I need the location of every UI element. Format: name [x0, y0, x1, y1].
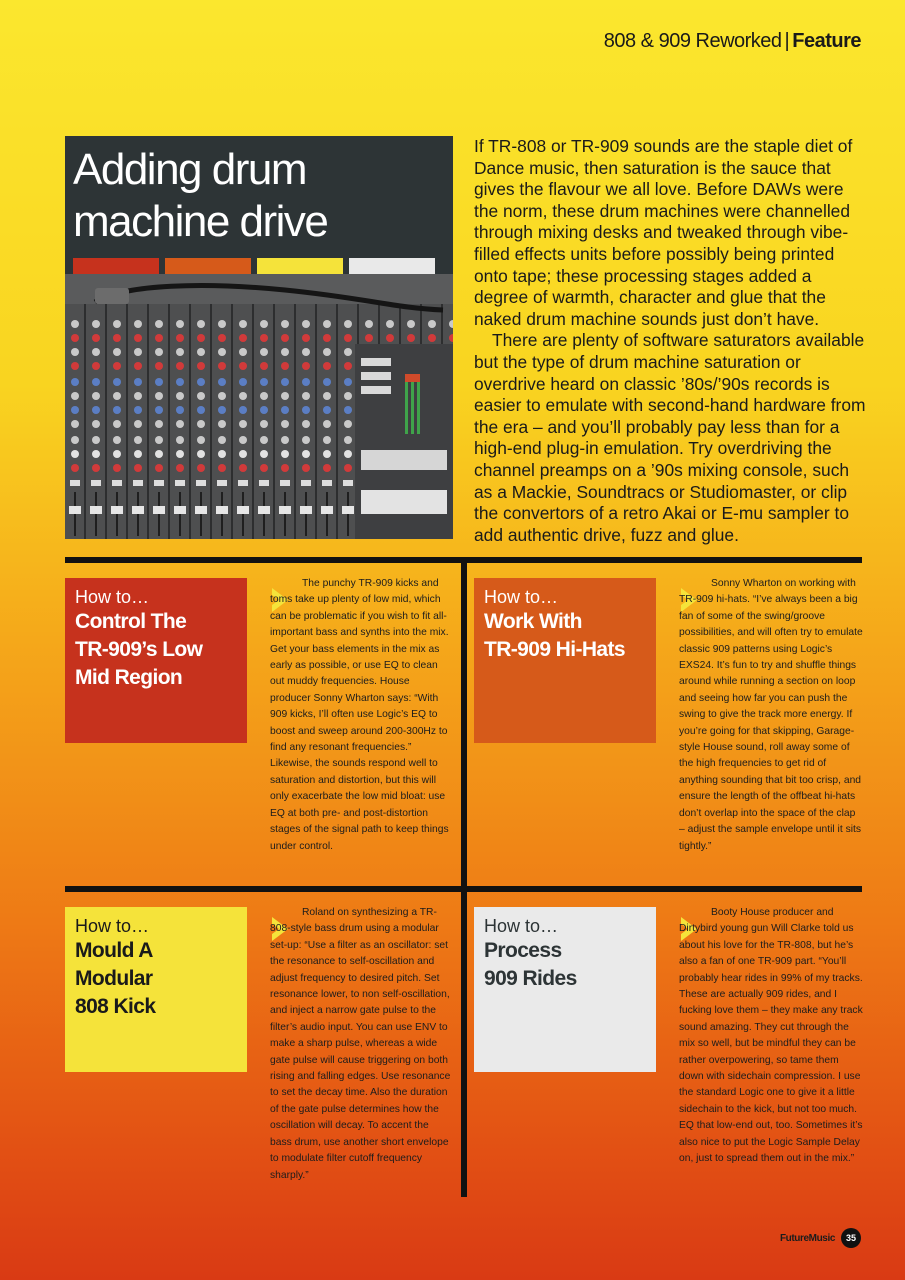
howto-lead: How to… — [75, 587, 150, 607]
howto-title-line: 909 Rides — [484, 967, 577, 990]
howto-body-1 — [270, 576, 452, 855]
header-label: Feature — [792, 30, 861, 52]
running-header — [604, 30, 861, 53]
intro-paragraph-1: If TR-808 or TR-909 sounds are the staple diet of Dance music, then saturation is the sauce that gives the flavour we all love. Before DAWs were the norm, these drum machines were channelled through mixing desks and tweaked through vibe-filled effects units before possibly being printed onto tape; these processing stages added a degree of warmth, character and glue that the naked drum machine sounds just don’t have. — [474, 136, 853, 329]
howto-body-text: The punchy TR-909 kicks and toms take up plenty of low mid, which can be problematic if you wish to fit all-important bass and synths into the mix. Get your bass elements in the mix as early as possible, or use EQ to clean out muddy frequencies. House producer Sonny Wharton says: “With 909 kicks, I’ll often use Logic’s EQ to boost and sweep around 200-300Hz to find any resonant frequencies.” Likewise, the sounds respond well to saturation and distortion, but this will only exacerbate the low mid bloat: use EQ at both pre- and post-distortion stages of the signal path to keep things under control. — [270, 578, 449, 852]
swatch-orange — [165, 258, 251, 274]
howto-body-text: Booty House producer and Dirtybird young gun Will Clarke told us about his love for the TR-808, but he’s also a fan of one TR-909 part. “You’ll probably hear rides in 99% of my tracks. These are actually 909 rides, and I fucking love them – they make any track sound amazing. They cut through the mix so well, but be mindful they can be rather overpowering, so tame them down with sidechain compression. I use the standard Logic one to give it a little sidechain to the kick, but not too much. EQ that low-end out, too. Sometimes it’s also nice to put the Logic Sample Delay on, just to spread them out in the mix.” — [679, 907, 863, 1165]
howto-body-3 — [270, 905, 452, 1184]
howto-body-text: Roland on synthesizing a TR-808-style bass drum using a modular set-up: “Use a filter as an oscillator: set the resonance to self-oscillation and adjust frequency to desired pitch. Set resonance lower, to non self-oscillation, and inject a narrow gate pulse to the filter’s audio input. You can use ENV to make a sharp pulse, whereas a wide gate pulse will cause triggering on both rising and falling edges. Use resonance to set the decay time. Also the duration of the gate pulse determines how the oscillation will decay. To accent the bass drum, use another short envelope to modulate filter cutoff frequency sharply.” — [270, 907, 451, 1181]
header-section: 808 & 909 Reworked — [603, 30, 782, 52]
howto-title-line: TR-909 Hi-Hats — [484, 638, 625, 661]
mixing-desk-illustration — [65, 274, 453, 539]
howto-title-line: Mid Region — [75, 666, 183, 689]
howto-box-4 — [474, 907, 656, 1072]
howto-title-line: 808 Kick — [75, 995, 156, 1018]
mixing-desk-photo — [65, 274, 453, 539]
howto-title-line: Work With — [484, 610, 582, 633]
howto-body-2 — [679, 576, 863, 855]
swatch-light — [349, 258, 435, 274]
page-footer — [780, 1228, 861, 1248]
swatch-yellow — [257, 258, 343, 274]
howto-box-3 — [65, 907, 247, 1072]
swatch-red — [73, 258, 159, 274]
title-line-2: machine drive — [73, 197, 328, 246]
intro-text — [474, 136, 868, 546]
howto-title-line: Mould A — [75, 939, 153, 962]
title-line-1: Adding drum — [73, 145, 306, 194]
howto-body-text: Sonny Wharton on working with TR-909 hi-hats. “I’ve always been a big fan of some of the swing/groove possibilities, and will often try to emulate classic 909 patterns using Logic’s EXS24. It’s fun to try and shuffle things around while running a section on loop and seeing how far you can push the swing to give the track more energy. If you’re going for that skipping, Garage-style House sound, roll away some of the high frequencies to get rid of anything sounding that bit too crisp, and ensure the length of the offbeat hi-hats don’t overlap into the space of the clap – adjust the sample envelope until it sits tightly.” — [679, 578, 863, 852]
howto-box-1 — [65, 578, 247, 743]
intro-paragraph-2: There are plenty of software saturators available but the type of drum machine saturation or overdrive heard on classic ’80s/’90s records is easier to emulate with second-hand hardware from the era – and you’ll probably pay less than for a high-end plug-in emulation. Try overdriving the channel preamps on a ’90s mixing console, such as a Mackie, Soundtracs or Studiomaster, or clip the convertors of a retro Akai or E-mu sampler to add authentic drive, fuzz and glue. — [474, 330, 866, 545]
howto-lead: How to… — [484, 587, 559, 607]
vertical-rule — [461, 557, 467, 1197]
feature-title — [65, 136, 453, 248]
howto-box-2 — [474, 578, 656, 743]
howto-title-line: TR-909’s Low — [75, 638, 203, 661]
color-swatch-bar — [65, 258, 453, 274]
howto-title-line: Modular — [75, 967, 153, 990]
feature-title-box — [65, 136, 453, 258]
magazine-brand: FutureMusic — [779, 1232, 835, 1244]
page-number: 35 — [841, 1228, 861, 1248]
howto-title-line: Process — [484, 939, 562, 962]
header-separator: | — [784, 30, 790, 52]
howto-lead: How to… — [75, 916, 150, 936]
howto-body-4 — [679, 905, 863, 1168]
howto-title-line: Control The — [75, 610, 187, 633]
howto-lead: How to… — [484, 916, 559, 936]
